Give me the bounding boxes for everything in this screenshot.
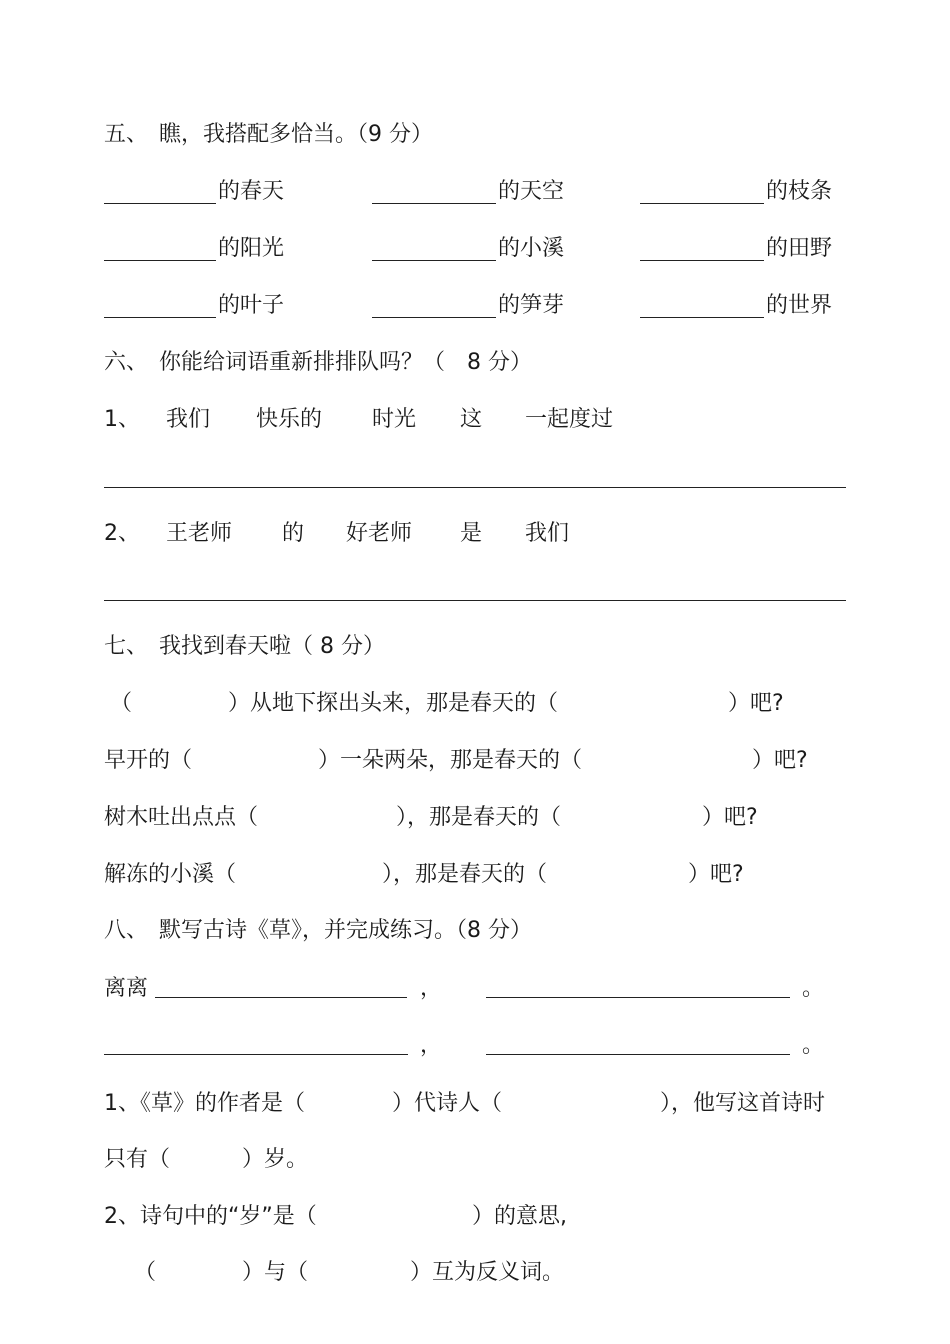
section-8-heading: 八、 默写古诗《草》，并完成练习。（8 分） [104,918,532,943]
answer-line[interactable] [104,600,846,601]
line-text: ）代诗人（ [392,1091,503,1116]
line-text: 解冻的小溪（ [104,862,237,887]
question-number: 1、 [104,407,140,432]
match-word: 的天空 [498,179,565,204]
match-word: 的小溪 [498,236,565,261]
line-text: ）吧? [702,805,758,830]
word-chip: 时光 [372,407,417,432]
question-number: 2、 [104,521,140,546]
line-text: ）一朵两朵，那是春天的（ [318,748,583,773]
line-text: ）吧? [688,862,744,887]
line-text: ）与（ [242,1260,309,1285]
fill-blank[interactable] [104,317,216,318]
word-chip: 一起度过 [525,407,614,432]
fill-blank[interactable] [372,317,496,318]
word-chip: 王老师 [166,521,233,546]
match-word: 的阳光 [218,236,285,261]
line-text: ）的意思, [472,1204,567,1229]
word-chip: 的 [282,521,305,546]
word-chip: 是 [460,521,483,546]
line-text: 树木吐出点点（ [104,805,259,830]
section-7-heading: 七、 我找到春天啦（ 8 分） [104,634,385,659]
line-text: ）岁。 [242,1147,309,1172]
line-text: 2、诗句中的“岁”是（ [104,1204,317,1229]
comma: ， [420,976,443,1001]
line-text: ）互为反义词。 [410,1260,565,1285]
match-word: 的枝条 [766,179,833,204]
line-text: 只有（ [104,1147,171,1172]
fill-blank[interactable] [372,260,496,261]
answer-line[interactable] [104,487,846,488]
fill-blank[interactable] [486,1054,790,1055]
match-word: 的叶子 [218,293,285,318]
word-chip: 快乐的 [256,407,323,432]
line-text: ）吧? [752,748,808,773]
fill-blank[interactable] [155,997,407,998]
line-text: ）从地下探出头来，那是春天的（ [228,691,559,716]
match-word: 的春天 [218,179,285,204]
word-chip: 这 [460,407,483,432]
match-word: 的田野 [766,236,833,261]
line-text: ），那是春天的（ [396,805,562,830]
fill-blank[interactable] [104,260,216,261]
line-text: （ [110,691,133,716]
period: 。 [802,1033,825,1058]
line-text: 1、《草》的作者是（ [104,1091,305,1116]
fill-blank[interactable] [372,203,496,204]
fill-blank[interactable] [640,260,764,261]
comma: ， [420,1033,443,1058]
fill-blank[interactable] [640,203,764,204]
word-chip: 我们 [166,407,211,432]
line-text: （ [134,1260,157,1285]
poem-start: 离离 [104,976,149,1001]
section-6-heading: 六、 你能给词语重新排排队吗？（ 8 分） [104,350,532,375]
word-chip: 好老师 [346,521,413,546]
fill-blank[interactable] [640,317,764,318]
fill-blank[interactable] [104,203,216,204]
line-text: ），他写这首诗时 [660,1091,826,1116]
fill-blank[interactable] [486,997,790,998]
match-word: 的笋芽 [498,293,565,318]
word-chip: 我们 [525,521,570,546]
line-text: 早开的（ [104,748,193,773]
match-word: 的世界 [766,293,833,318]
section-5-heading: 五、 瞧，我搭配多恰当。（9 分） [104,122,433,147]
line-text: ）吧? [728,691,784,716]
fill-blank[interactable] [104,1054,408,1055]
period: 。 [802,976,825,1001]
line-text: ），那是春天的（ [382,862,548,887]
